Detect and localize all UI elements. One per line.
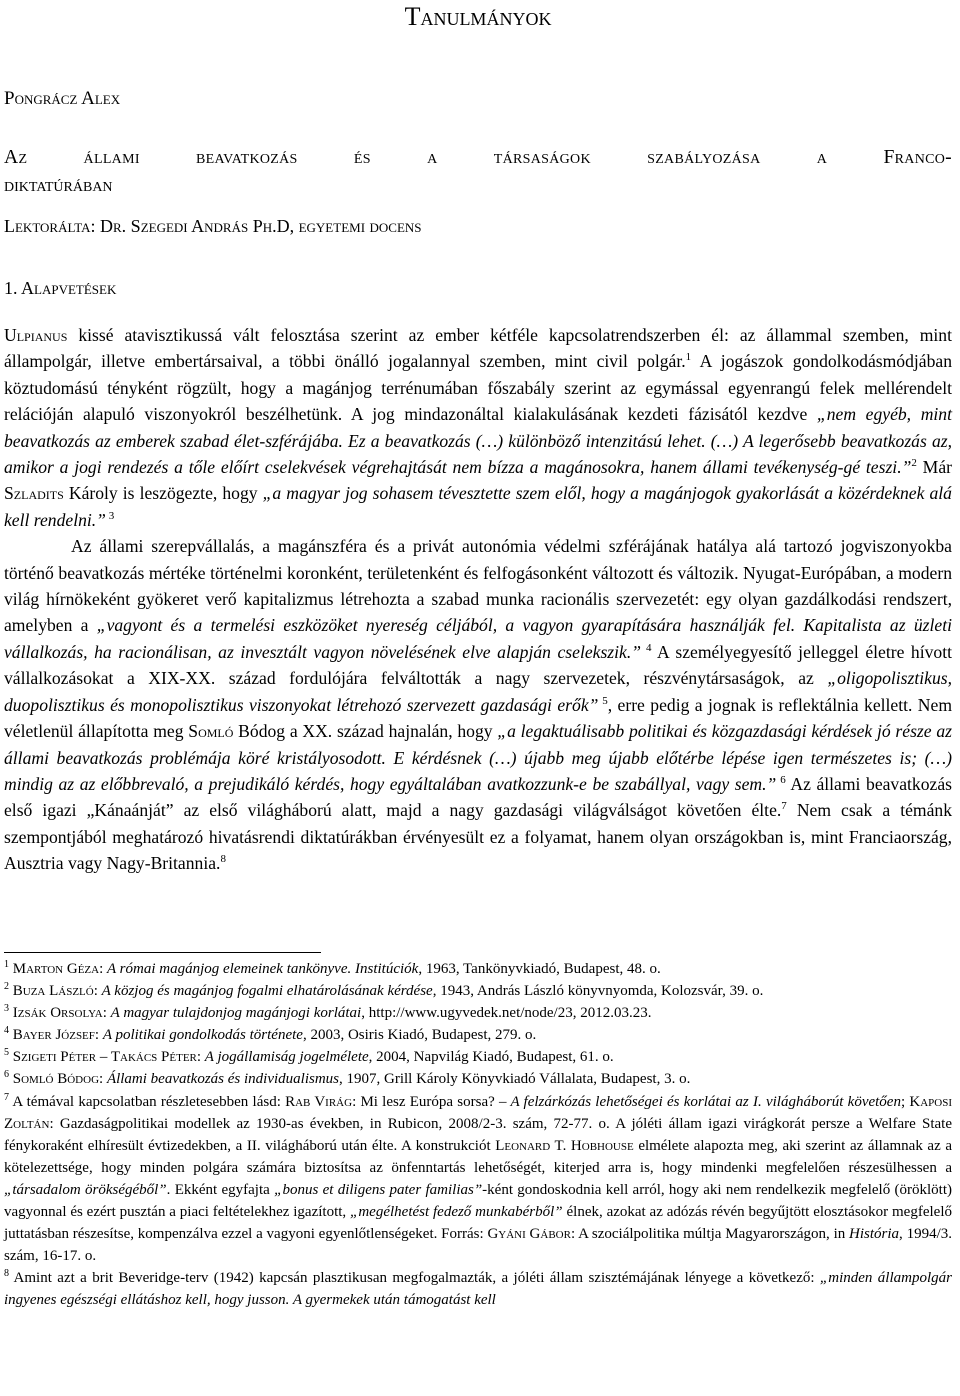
text-run: Nem csak a témánk szempontjából meghatározó hivatásrendi diktatúrákban érvényesült ez a folyamat, hanem olyan országokban is, mint Franciaország, Ausztria vagy Nagy-Britannia. <box>4 800 952 874</box>
italic-run: A politikai gondolkodás története <box>102 1027 303 1044</box>
text-run: . Ekként egyfajta <box>166 1181 275 1198</box>
footnote <box>4 1046 952 1068</box>
text-run: , 2003, Osiris Kiadó, Budapest, 279. o. <box>302 1027 537 1044</box>
footnote-ref: 6 <box>4 1069 9 1081</box>
text-run: A jogászok gondolkodásmódjában köztudomású tényként rögzült, hogy a magánjog terrénumában főszabály szerint az egymással egyenrangú felek mellérendelt relációján alapuló viszonyokról beszélhetünk. A jog mindazonáltal kialakulásának kezdeti fázisától kezdve <box>4 351 952 425</box>
name-run: Buza László <box>12 983 94 1000</box>
article-title-line2: diktatúrában <box>4 175 113 196</box>
footnote-ref: 8 <box>220 853 226 866</box>
text-run: -ként gondoskodnia kell arról, hogy aki nem rendelkezik megfelelő (öröklött) vagyonnal és ezért pusztán a piaci feltételekhez igazított, <box>4 1181 952 1221</box>
article-title: Az állami beavatkozás és a társaságok szabályozása a Franco- <box>4 147 952 168</box>
section-heading: 1. Alapvetések <box>4 278 117 298</box>
paragraph <box>4 533 952 876</box>
name-run: Leonard T. Hobhouse <box>495 1137 634 1154</box>
footnote-ref: 7 <box>4 1091 9 1103</box>
footnote <box>4 980 952 1002</box>
footnote-ref: 7 <box>781 800 787 813</box>
footnote-ref: 4 <box>4 1025 9 1037</box>
footnote-ref: 3 <box>105 509 115 522</box>
text-run: kissé atavisztikussá vált felosztása szerint az ember kétféle kapcsolatrendszerben él: az állammal szemben, mint állampolgár, illetve embertársaival, a többi önálló jogalannyal szemben, mint civil polgár. <box>4 325 952 372</box>
footnote <box>4 1024 952 1046</box>
text-run: A személyegyesítő jelleggel életre hívott vállalkozásokat a XIX-XX. század fordulójára felváltották a nagy szervezetek, részvénytársaságok, az <box>4 641 952 689</box>
italic-run: „a legaktuálisabb politikai és közgazdasági kérdések jó része az állami beavatkozás problémája köré kristályosodott. E kérdésnek (…) újabb meg újabb előtérbe lépése igen természetes is; (…) mindig az az előbbrevaló, a prejudikáló kérdés, hogy egyáltalában avatkozzunk-e be szabállyal, vagy sem.” <box>4 721 952 794</box>
text-run: A témával kapcsolatban részletesebben lásd: <box>9 1093 286 1110</box>
footnote-ref: 1 <box>4 959 9 970</box>
footnote <box>4 1068 952 1090</box>
italic-run: „bonus et diligens pater familias” <box>274 1181 483 1198</box>
text-run: : <box>99 1071 107 1088</box>
italic-run: „megélhetést fedező munkabérből” <box>350 1204 563 1221</box>
text-run: élnek, azokat az adózás révén begyűjtött elosztásokor megfelelő juttatásban részesítse, kompenzálva ezzel a vagyoni egyenlőtlenségeket. Forrás: <box>4 1204 952 1243</box>
name-run: Ulpianus <box>4 325 68 345</box>
text-run: Az állami beavatkozás első igazi „Kánaánját” az első világháború alatt, majd a nagy gazdasági világválságot követően élte. <box>4 773 952 821</box>
italic-run: Állami beavatkozás és individualismus <box>106 1071 339 1088</box>
body-text <box>4 322 952 877</box>
text-run: : <box>94 1027 103 1044</box>
italic-run: A közjog és magánjog fogalmi elhatárolásának kérdése <box>101 983 433 1000</box>
footnote <box>4 1267 952 1311</box>
text-run: elmélete alapozta meg, aki szerint az államnak az a kötelezettsége, hogy minden polgára számára biztosítsa az önfenntartás lehetőségét, kiterjed arra is, hogy mindenki megfelelően részesülhessen a <box>4 1137 952 1176</box>
name-run: Szigeti Péter – Takács Péter <box>12 1049 197 1066</box>
text-run: , 1994/3. szám, 16-17. o. <box>4 1226 952 1265</box>
italic-run: História <box>849 1226 900 1243</box>
footnote-ref: 8 <box>4 1268 9 1280</box>
text-run: : A szociálpolitika múltja Magyarországon, in <box>570 1226 850 1243</box>
text-run: , erre pedig a jognak is reflektálnia kellett. Nem véletlenül állapította meg <box>4 694 953 742</box>
name-run: Szladits <box>4 483 64 504</box>
text-run: : Mi lesz Európa sorsa? <box>352 1093 499 1110</box>
footnote-ref: 1 <box>685 351 692 364</box>
name-run: Somló <box>188 721 234 742</box>
footnote-ref: 5 <box>4 1047 9 1059</box>
footnote-ref: 3 <box>4 1003 9 1015</box>
reviewer-line: Lektorálta: Dr. Szegedi András Ph.D, egyetemi docens <box>4 216 422 236</box>
text-run: : <box>196 1049 205 1066</box>
text-run: ; <box>900 1093 910 1110</box>
footnote <box>4 1002 952 1024</box>
author-name: Pongrácz Alex <box>4 88 121 109</box>
italic-run: A római magánjog elemeinek tankönyve. Institúciók <box>107 961 419 977</box>
name-run: Somló Bódog <box>12 1071 100 1088</box>
footnote-ref: 4 <box>641 642 652 655</box>
italic-run: „a magyar jog sohasem tévesztette szem elől, hogy a magánjogok gyakorlását a közérdeknek alá kell rendelni.” <box>4 483 952 530</box>
running-header: Tanulmányok <box>404 2 552 31</box>
italic-run: „társadalom örökségéből” <box>4 1181 167 1198</box>
text-run: , 1907, Grill Károly Könyvkiadó Vállalata, Budapest, 3. o. <box>339 1071 691 1088</box>
italic-run: A magyar tulajdonjog magánjogi korlátai <box>110 1005 362 1022</box>
text-run: Amint azt a brit Beveridge-terv (1942) kapcsán plasztikusan megfogalmazták, a jóléti állam szisztémájának lényege a következő: <box>9 1270 820 1287</box>
name-run: Kaposi Zoltán <box>4 1093 952 1132</box>
name-run: Gyáni Gábor <box>487 1226 571 1243</box>
text-run: , 1963, Tankönyvkiadó, Budapest, 48. o. <box>418 961 661 977</box>
italic-run: „vagyont és a termelési eszközöket nyereség céljából, a vagyon gyarapítására használják fel. Kapitalista az üzleti vállalkozás, ha racionálisan, az invesztált vagyon növelésének elve alapján cselekszik.” <box>4 615 952 662</box>
text-run: , 1943, András László könyvnyomda, Kolozsvár, 39. o. <box>432 983 764 1000</box>
footnote-ref: 2 <box>911 457 917 470</box>
footnote <box>4 958 952 980</box>
italic-run: – A felzárkózás lehetőségei és korlátai az I. világháborút követően <box>498 1093 901 1110</box>
footnote-separator <box>4 952 321 953</box>
text-run: : <box>99 961 108 977</box>
footnote-ref: 2 <box>4 981 9 993</box>
name-run: Rab Virág <box>285 1093 353 1110</box>
name-run: Marton Géza <box>12 961 100 977</box>
italic-run: A jogállamiság jogelmélete <box>204 1049 369 1066</box>
italic-run: „nem egyéb, mint beavatkozás az emberek szabad élet-szférájába. Ez a beavatkozás (…) különböző intenzitású lehet. (…) A legerősebb beavatkozás az, amikor a jogi rendezés a tőle előírt cselekvések végrehajtását nem bízza a magánosokra, hanem állami tevékenység-gé teszi.” <box>4 404 952 478</box>
paragraph <box>4 322 952 533</box>
name-run: Bayer József <box>12 1027 95 1044</box>
footnote-ref: 6 <box>776 774 786 787</box>
text-run: Bódog a XX. század hajnalán, hogy <box>233 721 498 742</box>
text-run: , http://www.ugyvedek.net/node/23, 2012.03.23. <box>361 1005 652 1022</box>
text-run: Az állami szerepvállalás, a magánszféra és a privát autonómia védelmi szférájának hatálya alá tartozó jogviszonyokba történő beavatkozás mértéke történelmi koronként, területenként és felfogásonként változott és változik. Nyugat-Európában, a modern világ hírnökeként gyökeret verő kapitalizmus létrehozta a szabad munka racionális szervezetét: egy olyan gazdálkodási rendszert, amelyben a <box>4 536 952 636</box>
text-run: : <box>93 983 102 1000</box>
name-run: Izsák Orsolya <box>12 1005 103 1022</box>
text-run: : Gazdaságpolitikai modellek az 1930-as években, in Rubicon, 2008/2-3. szám, 72-77. o. A jóléti állam igazi virágkorát persze a Welfare State fénykoraként elhíresült évtizedekben, a II. világháború után élte. A konstrukciót <box>4 1115 952 1154</box>
text-run: Károly is leszögezte, hogy <box>63 483 263 504</box>
footnote <box>4 1091 952 1268</box>
italic-run: „oligopolisztikus, duopolisztikus és monopolisztikus viszonyokat létrehozó szervezett gazdasági erők” <box>4 668 952 715</box>
text-run: , 2004, Napvilág Kiadó, Budapest, 61. o. <box>368 1049 614 1066</box>
text-run: Már <box>916 457 952 478</box>
text-run: : <box>102 1005 111 1022</box>
footnote-ref: 5 <box>598 694 608 707</box>
italic-run: „minden állampolgár ingyenes egészségi ellátáshoz kell, hogy jusson. A gyermekek után támogatást kell <box>4 1270 952 1309</box>
footnotes <box>4 958 952 1312</box>
